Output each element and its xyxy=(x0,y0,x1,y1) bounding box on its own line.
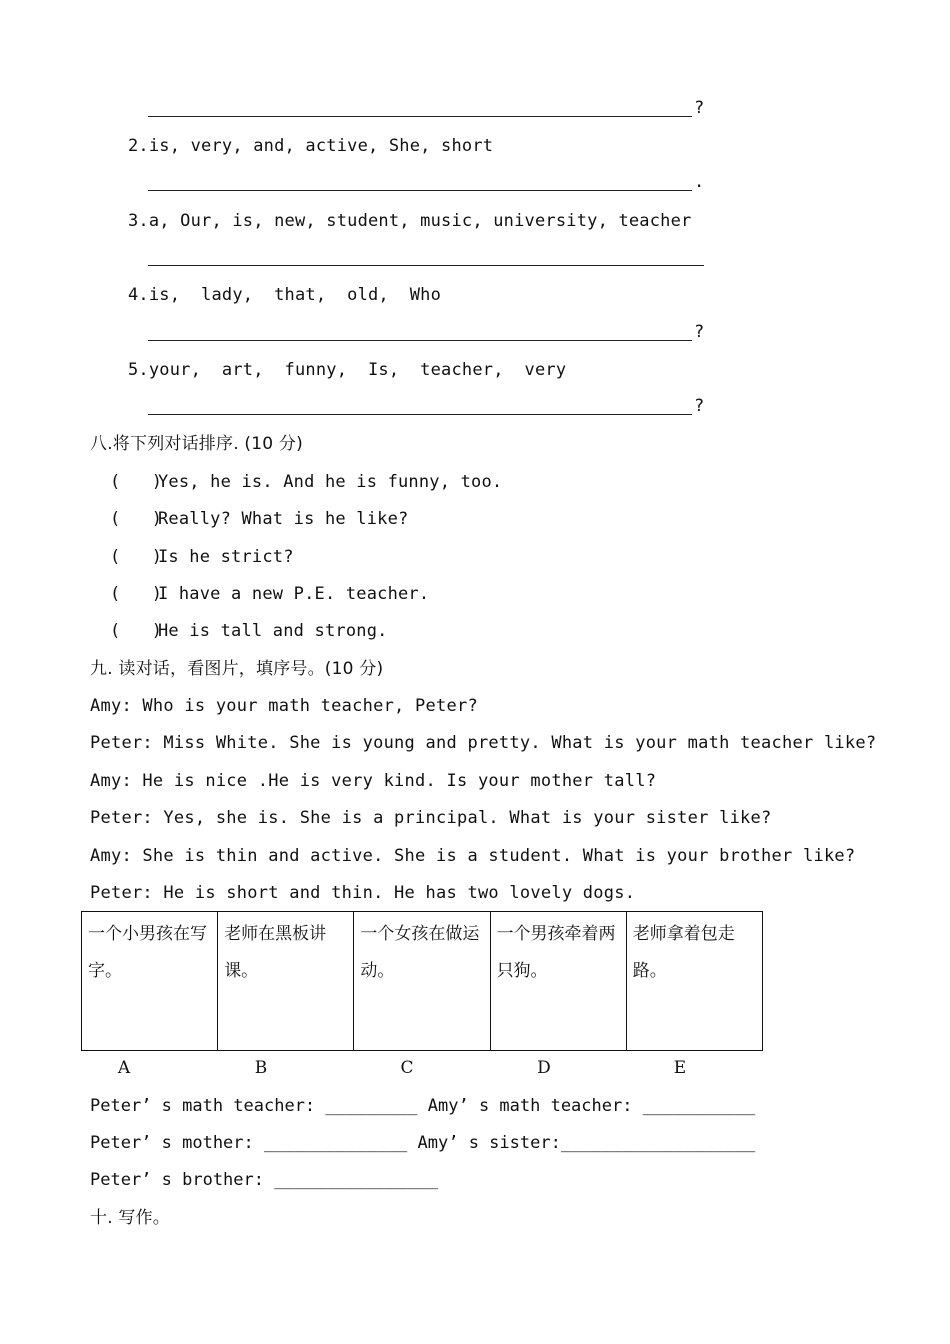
picture-label-c: C xyxy=(400,1058,414,1078)
amy-sister-blank[interactable]: ___________________ xyxy=(560,1133,756,1153)
dialogue-line-5: Amy: She is thin and active. She is a student. What is your brother like? xyxy=(90,846,856,866)
order-item-4: I have a new P.E. teacher. xyxy=(158,584,430,604)
dialogue-line-3: Amy: He is nice .He is very kind. Is your mother tall? xyxy=(90,771,657,791)
picture-label-a: A xyxy=(117,1058,131,1078)
peter-brother-label: Peter’ s brother: xyxy=(90,1170,275,1190)
answer-line-1-end: ? xyxy=(694,98,705,118)
question-2: 2.is, very, and, active, She, short xyxy=(128,136,494,156)
fill-row-2 xyxy=(90,1132,755,1154)
picture-table xyxy=(81,911,763,1051)
order-paren-2[interactable]: ( ) xyxy=(110,509,163,529)
picture-cell-e: 老师拿着包走路。 xyxy=(626,912,762,1051)
order-paren-1[interactable]: ( ) xyxy=(110,472,163,492)
answer-line-4-end: ? xyxy=(694,322,705,342)
fill-row-3 xyxy=(90,1169,438,1191)
picture-cell-a: 一个小男孩在写字。 xyxy=(82,912,218,1051)
section-10-heading: 十. 写作。 xyxy=(90,1208,171,1228)
answer-line-2-end: . xyxy=(694,172,705,192)
order-item-1: Yes, he is. And he is funny, too. xyxy=(158,472,503,492)
picture-label-e: E xyxy=(673,1058,687,1078)
peter-mother-label: Peter’ s mother: xyxy=(90,1133,264,1153)
dialogue-line-2: Peter: Miss White. She is young and pretty. What is your math teacher like? xyxy=(90,733,877,753)
dialogue-line-6: Peter: He is short and thin. He has two lovely dogs. xyxy=(90,883,636,903)
dialogue-line-4: Peter: Yes, she is. She is a principal. What is your sister like? xyxy=(90,808,772,828)
section-8-heading: 八.将下列对话排序. (10 分) xyxy=(90,434,303,454)
answer-line-4[interactable] xyxy=(148,340,692,341)
amy-math-blank[interactable]: ___________ xyxy=(642,1096,756,1116)
answer-line-1[interactable] xyxy=(148,116,692,117)
order-paren-4[interactable]: ( ) xyxy=(110,584,163,604)
picture-cell-d: 一个男孩牵着两只狗。 xyxy=(490,912,626,1051)
peter-mother-blank[interactable]: ______________ xyxy=(264,1133,408,1153)
peter-math-label: Peter’ s math teacher: xyxy=(90,1096,326,1116)
order-item-5: He is tall and strong. xyxy=(158,621,388,641)
dialogue-line-1: Amy: Who is your math teacher, Peter? xyxy=(90,696,478,716)
amy-sister-label: Amy’ s sister: xyxy=(407,1133,561,1153)
answer-line-3[interactable] xyxy=(148,265,704,266)
peter-math-blank[interactable]: _________ xyxy=(325,1096,418,1116)
answer-line-5-end: ? xyxy=(694,396,705,416)
picture-label-d: D xyxy=(537,1058,551,1078)
fill-row-1 xyxy=(90,1095,755,1117)
order-paren-5[interactable]: ( ) xyxy=(110,621,163,641)
answer-line-2[interactable] xyxy=(148,190,692,191)
peter-brother-blank[interactable]: ________________ xyxy=(274,1170,438,1190)
order-item-3: Is he strict? xyxy=(158,547,294,567)
order-item-2: Really? What is he like? xyxy=(158,509,409,529)
question-5: 5.your, art, funny, Is, teacher, very xyxy=(128,360,567,380)
section-9-heading: 九. 读对话，看图片，填序号。(10 分) xyxy=(90,659,384,679)
order-paren-3[interactable]: ( ) xyxy=(110,547,163,567)
question-4: 4.is, lady, that, old, Who xyxy=(128,285,442,305)
amy-math-label: Amy’ s math teacher: xyxy=(417,1096,643,1116)
picture-cell-b: 老师在黑板讲课。 xyxy=(218,912,354,1051)
picture-cell-c: 一个女孩在做运动。 xyxy=(354,912,490,1051)
answer-line-5[interactable] xyxy=(148,414,692,415)
question-3: 3.a, Our, is, new, student, music, university, teacher xyxy=(128,211,692,231)
picture-label-b: B xyxy=(254,1058,268,1078)
